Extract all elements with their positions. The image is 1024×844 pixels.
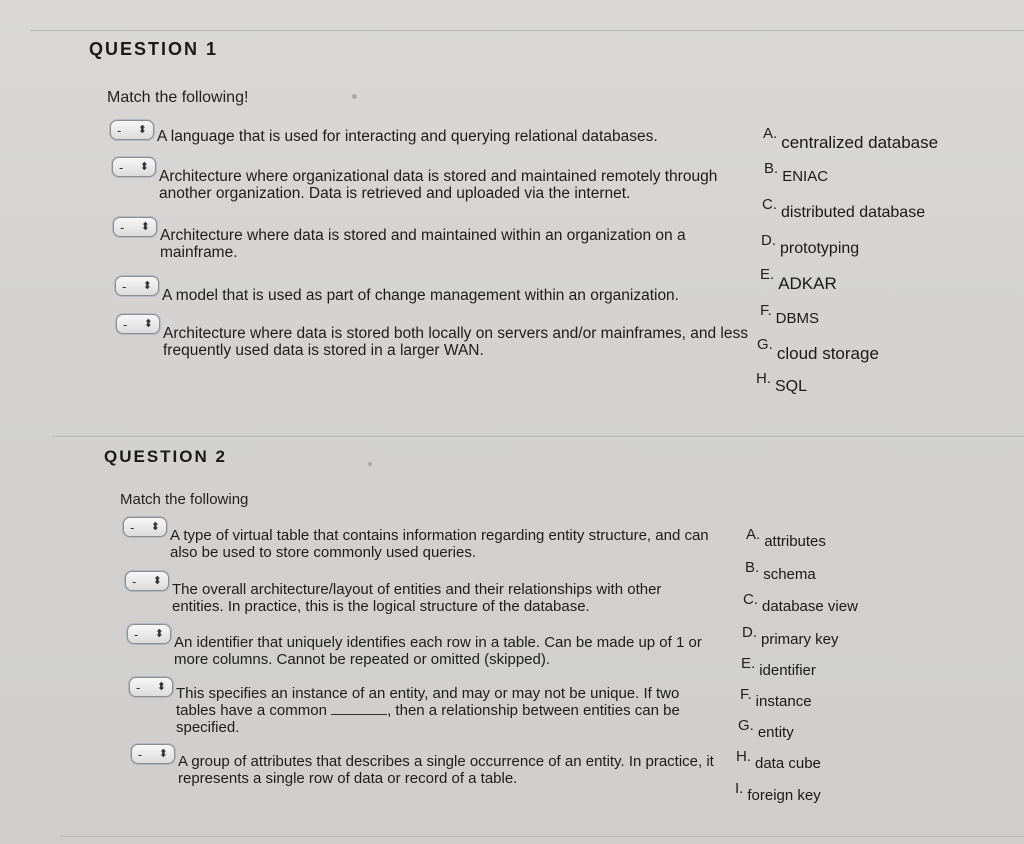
updown-arrows-icon: ⬍ — [140, 220, 150, 233]
question-title: QUESTION 2 — [104, 447, 227, 466]
match-item — [113, 217, 733, 261]
match-item — [127, 624, 737, 668]
answer-option: D. prototyping — [761, 232, 860, 257]
answer-select[interactable]: - ⬍ — [125, 571, 169, 591]
match-item — [125, 571, 725, 615]
updown-arrows-icon: ⬍ — [143, 317, 153, 330]
item-text: A model that is used as part of change management within an organization. — [162, 287, 679, 304]
updown-arrows-icon: ⬍ — [142, 279, 152, 292]
item-text: Architecture where data is stored and maintained within an organization on a mainframe. — [160, 227, 686, 261]
item-text: The overall architecture/layout of entities and their relationships with other entities. In practice, this is the logical structure of the database. — [172, 581, 662, 615]
answer-select[interactable]: - ⬍ — [127, 624, 171, 644]
item-text: A language that is used for interacting and querying relational databases. — [157, 128, 658, 145]
answer-option: E. ADKAR — [760, 266, 837, 293]
item-text: Architecture where organizational data is stored and maintained remotely through another organization. Data is retrieved and uploaded via the internet. — [159, 168, 718, 202]
question-instruction: Match the following — [120, 491, 249, 508]
answer-option: H. SQL — [756, 370, 808, 395]
section-divider — [52, 436, 1024, 437]
question-title: QUESTION 1 — [89, 39, 219, 59]
updown-arrows-icon: ⬍ — [154, 627, 164, 640]
fill-in-blank — [331, 714, 387, 715]
match-item — [116, 314, 756, 359]
match-item — [131, 744, 731, 787]
updown-arrows-icon: ⬍ — [156, 680, 166, 693]
answer-option: E. identifier — [741, 655, 816, 679]
answer-select[interactable]: - ⬍ — [129, 677, 173, 697]
answer-option: B. schema — [745, 559, 816, 583]
item-text: A group of attributes that describes a single occurrence of an entity. In practice, it represents a single row of data or record of a table. — [178, 753, 714, 787]
item-text: A type of virtual table that contains information regarding entity structure, and can also be used to store commonly used queries. — [170, 527, 709, 561]
item-text: This specifies an instance of an entity, and may or may not be unique. If two tables have a common , then a relationship between entities can be specified. — [176, 685, 680, 736]
item-text: An identifier that uniquely identifies each row in a table. Can be made up of 1 or more columns. Cannot be repeated or omitted (skipped). — [174, 634, 702, 668]
answer-select[interactable]: - ⬍ — [113, 217, 157, 237]
question-instruction: Match the following! — [107, 89, 249, 106]
item-text: Architecture where data is stored both locally on servers and/or mainframes, and less frequently used data is stored in a larger WAN. — [163, 325, 748, 359]
answer-select[interactable]: - ⬍ — [123, 517, 167, 537]
answer-option: H. data cube — [736, 748, 821, 772]
answer-option: A. attributes — [746, 526, 826, 550]
match-item — [115, 276, 725, 304]
match-item — [123, 517, 723, 561]
answer-select[interactable]: - ⬍ — [112, 157, 156, 177]
cursor-dot — [368, 462, 372, 466]
answer-option: B. ENIAC — [764, 160, 829, 185]
cursor-dot — [352, 94, 357, 99]
updown-arrows-icon: ⬍ — [152, 574, 162, 587]
answer-option: A. centralized database — [763, 125, 939, 152]
answer-option: I. foreign key — [735, 780, 821, 804]
match-item — [112, 157, 737, 202]
answer-select[interactable]: - ⬍ — [115, 276, 159, 296]
answer-option: C. distributed database — [762, 196, 926, 221]
answer-option: G. cloud storage — [757, 336, 879, 363]
answer-option: F. DBMS — [760, 302, 820, 327]
answer-select[interactable]: - ⬍ — [131, 744, 175, 764]
updown-arrows-icon: ⬍ — [139, 160, 149, 173]
answer-option: G. entity — [738, 717, 794, 741]
top-divider — [30, 30, 1024, 31]
answer-option: F. instance — [740, 686, 812, 710]
updown-arrows-icon: ⬍ — [158, 747, 168, 760]
answer-option: C. database view — [743, 591, 858, 615]
answer-select[interactable]: - ⬍ — [116, 314, 160, 334]
answer-option: D. primary key — [742, 624, 839, 648]
match-item — [129, 677, 709, 736]
answer-select[interactable]: - ⬍ — [110, 120, 154, 140]
match-item — [110, 120, 730, 145]
bottom-divider — [60, 836, 1024, 837]
updown-arrows-icon: ⬍ — [150, 520, 160, 533]
updown-arrows-icon: ⬍ — [137, 123, 147, 136]
